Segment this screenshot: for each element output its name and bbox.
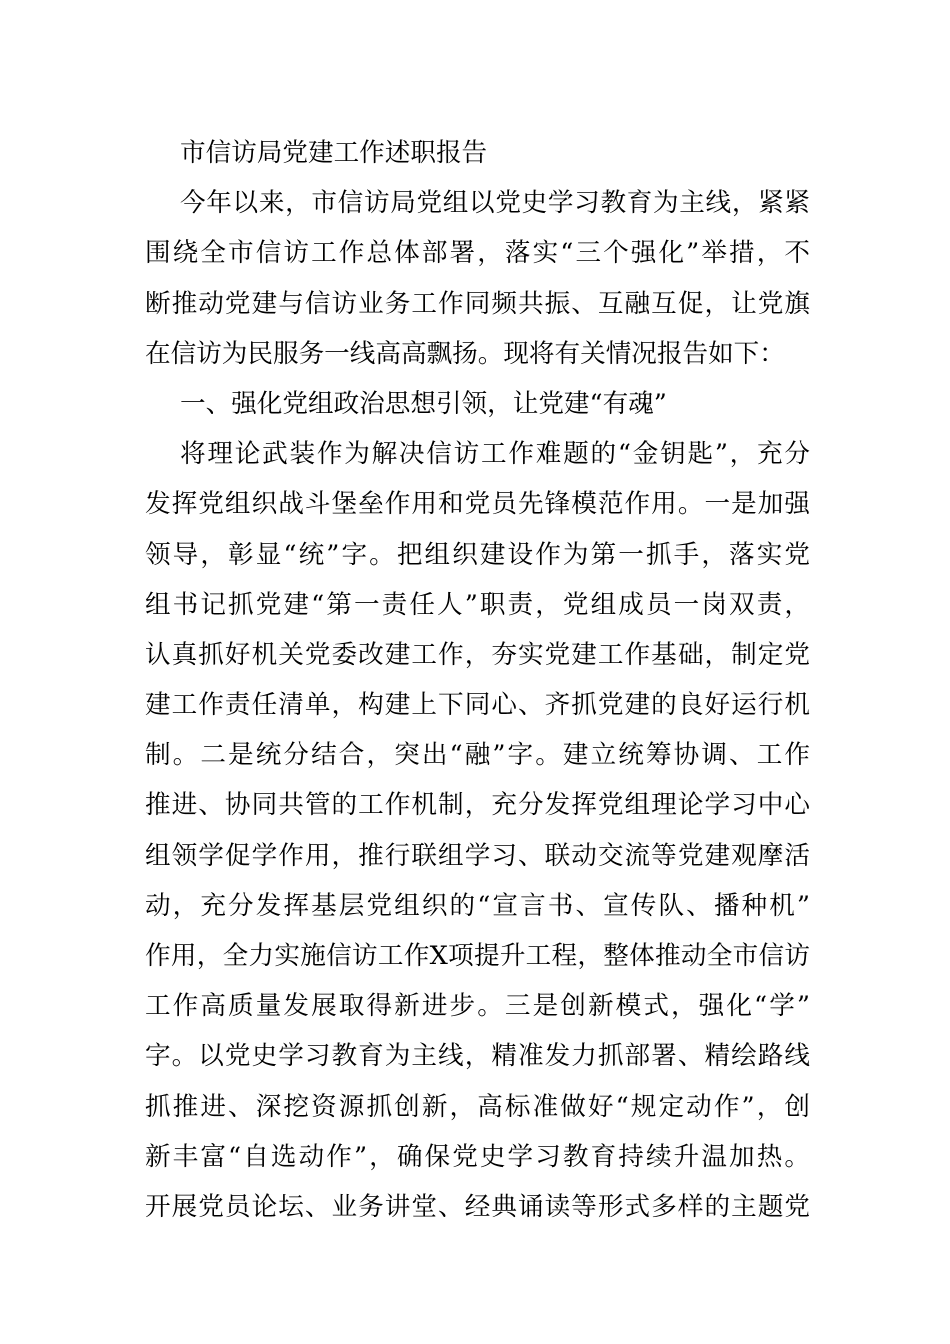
paragraph-line: 领导，彰显“统”字。把组织建设作为第一抓手，落实党: [145, 539, 810, 570]
paragraph-line: 认真抓好机关党委改建工作，夯实党建工作基础，制定党: [145, 639, 810, 670]
paragraph-line: 建工作责任清单，构建上下同心、齐抓党建的良好运行机: [145, 690, 810, 721]
paragraph-line: 今年以来，市信访局党组以党史学习教育为主线，紧紧: [180, 188, 810, 219]
paragraph-line: 新丰富“自选动作”，确保党史学习教育持续升温加热。: [145, 1141, 810, 1172]
paragraph-line: 工作高质量发展取得新进步。三是创新模式，强化“学”: [145, 991, 810, 1022]
paragraph-line: 组书记抓党建“第一责任人”职责，党组成员一岗双责，: [145, 589, 810, 620]
document-title: 市信访局党建工作述职报告: [180, 138, 488, 168]
paragraph-line: 动，充分发挥基层党组织的“宣言书、宣传队、播种机”: [145, 890, 810, 921]
paragraph-line: 开展党员论坛、业务讲堂、经典诵读等形式多样的主题党: [145, 1191, 810, 1222]
paragraph-line: 在信访为民服务一线高高飘扬。现将有关情况报告如下：: [145, 338, 785, 369]
paragraph-line: 制。二是统分结合，突出“融”字。建立统筹协调、工作: [145, 740, 810, 771]
paragraph-line: 作用，全力实施信访工作X项提升工程，整体推动全市信访: [145, 941, 810, 971]
document-body: [145, 128, 810, 1232]
paragraph-line: 推进、协同共管的工作机制，充分发挥党组理论学习中心: [145, 790, 810, 821]
paragraph-line: 字。以党史学习教育为主线，精准发力抓部署、精绘路线: [145, 1041, 810, 1072]
paragraph-line: 断推动党建与信访业务工作同频共振、互融互促，让党旗: [145, 288, 810, 319]
section-heading: 一、强化党组政治思想引领，让党建“有魂”: [180, 388, 667, 419]
paragraph-line: 围绕全市信访工作总体部署，落实“三个强化”举措，不: [145, 238, 810, 269]
paragraph-line: 抓推进、深挖资源抓创新，高标准做好“规定动作”，创: [145, 1091, 810, 1122]
paragraph-line: 组领学促学作用，推行联组学习、联动交流等党建观摩活: [145, 840, 810, 871]
paragraph-line: 将理论武装作为解决信访工作难题的“金钥匙”，充分: [180, 439, 810, 470]
paragraph-line: 发挥党组织战斗堡垒作用和党员先锋模范作用。一是加强: [145, 489, 810, 520]
